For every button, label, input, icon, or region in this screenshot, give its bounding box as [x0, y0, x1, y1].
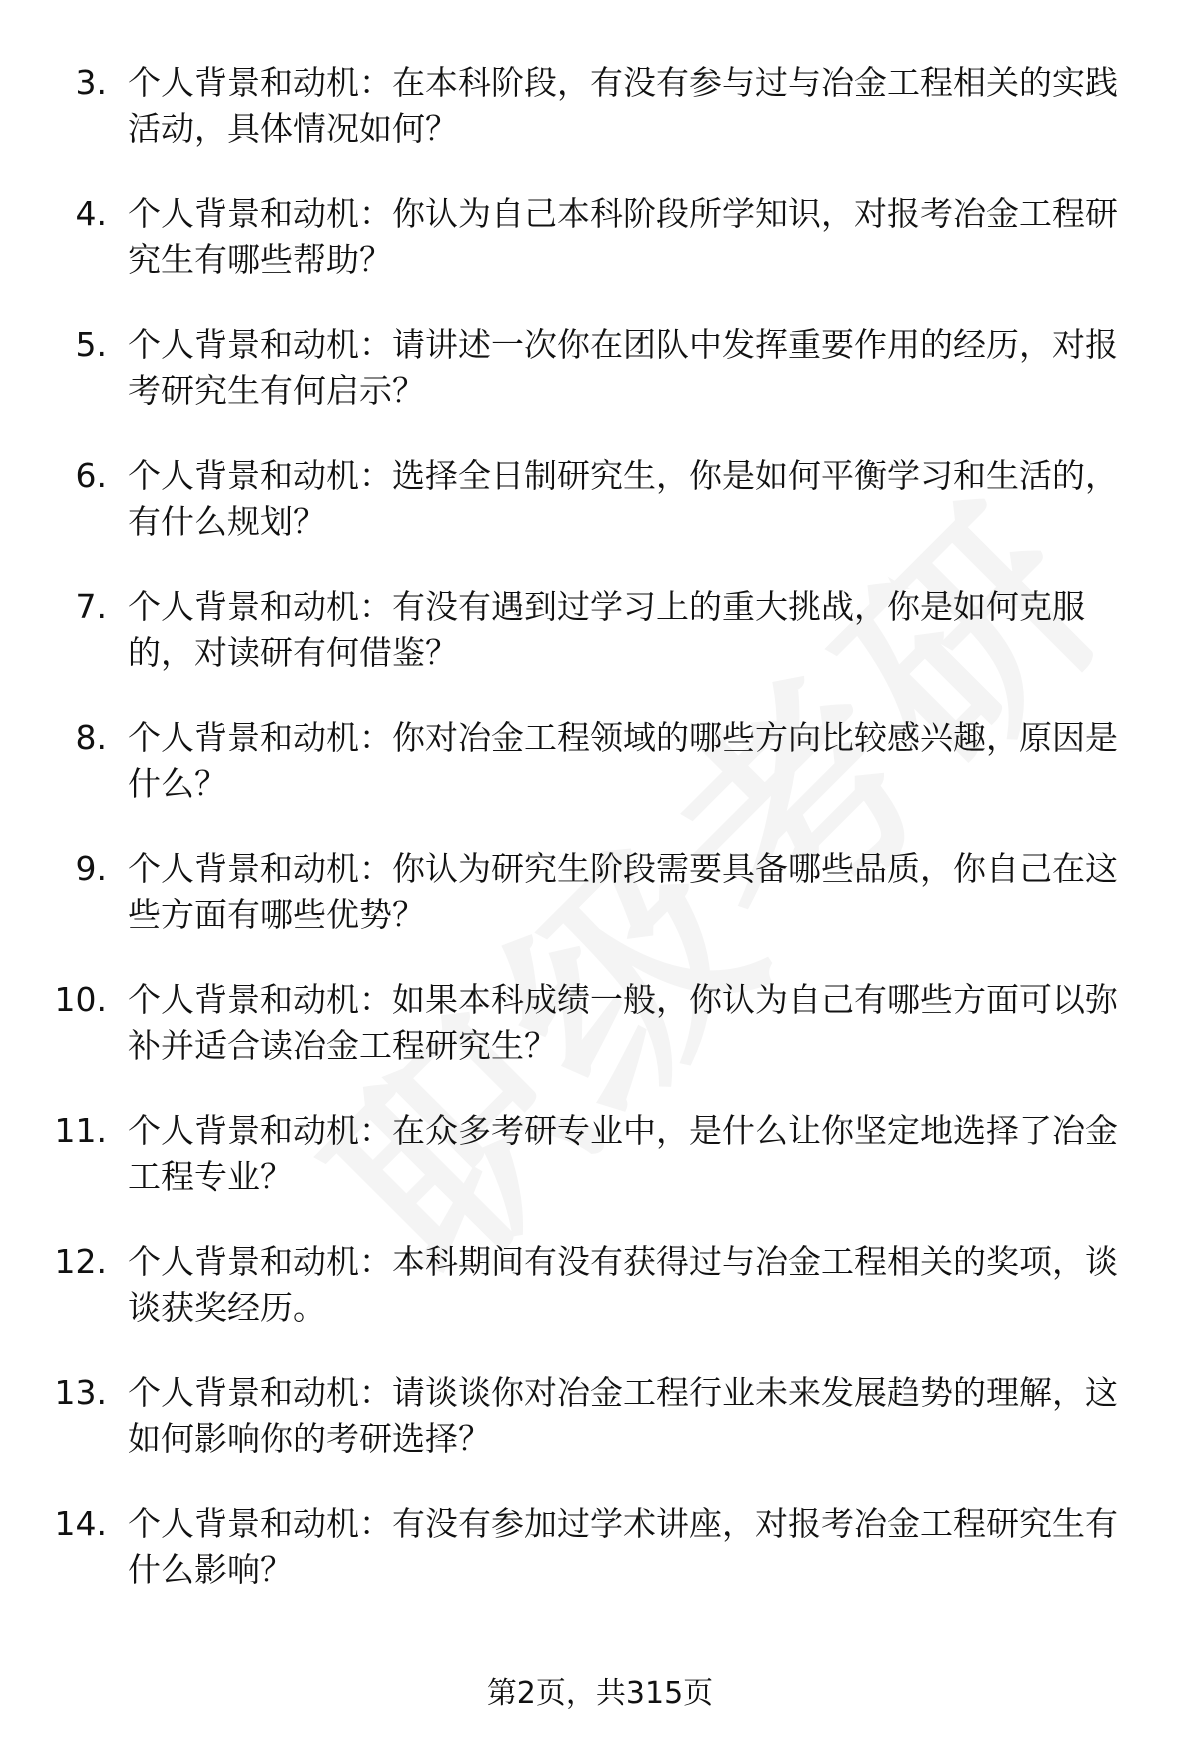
item-text: 个人背景和动机：你认为自己本科阶段所学知识，对报考冶金工程研究生有哪些帮助？ — [128, 194, 1118, 279]
item-number: 5. — [75, 325, 107, 364]
list-item — [0, 715, 1200, 846]
page-footer: 第2页，共315页 — [486, 1676, 714, 1711]
list-item — [0, 977, 1200, 1108]
item-text: 个人背景和动机：有没有遇到过学习上的重大挑战，你是如何克服的，对读研有何借鉴？ — [128, 587, 1085, 672]
item-text: 个人背景和动机：请谈谈你对冶金工程行业未来发展趋势的理解，这如何影响你的考研选择？ — [128, 1373, 1118, 1458]
item-text: 个人背景和动机：选择全日制研究生，你是如何平衡学习和生活的，有什么规划？ — [128, 456, 1118, 541]
item-number: 12. — [54, 1242, 107, 1281]
list-item — [0, 1108, 1200, 1239]
item-text: 个人背景和动机：有没有参加过学术讲座，对报考冶金工程研究生有什么影响？ — [128, 1504, 1118, 1589]
item-number: 4. — [75, 194, 107, 233]
list-item — [0, 1370, 1200, 1501]
list-item — [0, 1501, 1200, 1632]
item-number: 8. — [75, 718, 107, 757]
list-item — [0, 846, 1200, 977]
item-number: 3. — [75, 63, 107, 102]
item-number: 7. — [75, 587, 107, 626]
item-text: 个人背景和动机：你对冶金工程领域的哪些方向比较感兴趣，原因是什么？ — [128, 718, 1118, 803]
item-number: 6. — [75, 456, 107, 495]
list-item — [0, 191, 1200, 322]
list-item — [0, 453, 1200, 584]
item-number: 11. — [54, 1111, 107, 1150]
item-text: 个人背景和动机：在众多考研专业中，是什么让你坚定地选择了冶金工程专业？ — [128, 1111, 1118, 1196]
list-item — [0, 584, 1200, 715]
list-item — [0, 1239, 1200, 1370]
item-number: 10. — [54, 980, 107, 1019]
item-number: 14. — [54, 1504, 107, 1543]
item-text: 个人背景和动机：本科期间有没有获得过与冶金工程相关的奖项，谈谈获奖经历。 — [128, 1242, 1118, 1327]
item-text: 个人背景和动机：在本科阶段，有没有参与过与冶金工程相关的实践活动，具体情况如何？ — [128, 63, 1118, 148]
question-list — [0, 60, 1200, 1632]
item-number: 13. — [54, 1373, 107, 1412]
item-text: 个人背景和动机：你认为研究生阶段需要具备哪些品质，你自己在这些方面有哪些优势？ — [128, 849, 1118, 934]
item-text: 个人背景和动机：如果本科成绩一般，你认为自己有哪些方面可以弥补并适合读冶金工程研究生？ — [128, 980, 1118, 1065]
item-number: 9. — [75, 849, 107, 888]
list-item — [0, 322, 1200, 453]
list-item — [0, 60, 1200, 191]
item-text: 个人背景和动机：请讲述一次你在团队中发挥重要作用的经历，对报考研究生有何启示？ — [128, 325, 1118, 410]
